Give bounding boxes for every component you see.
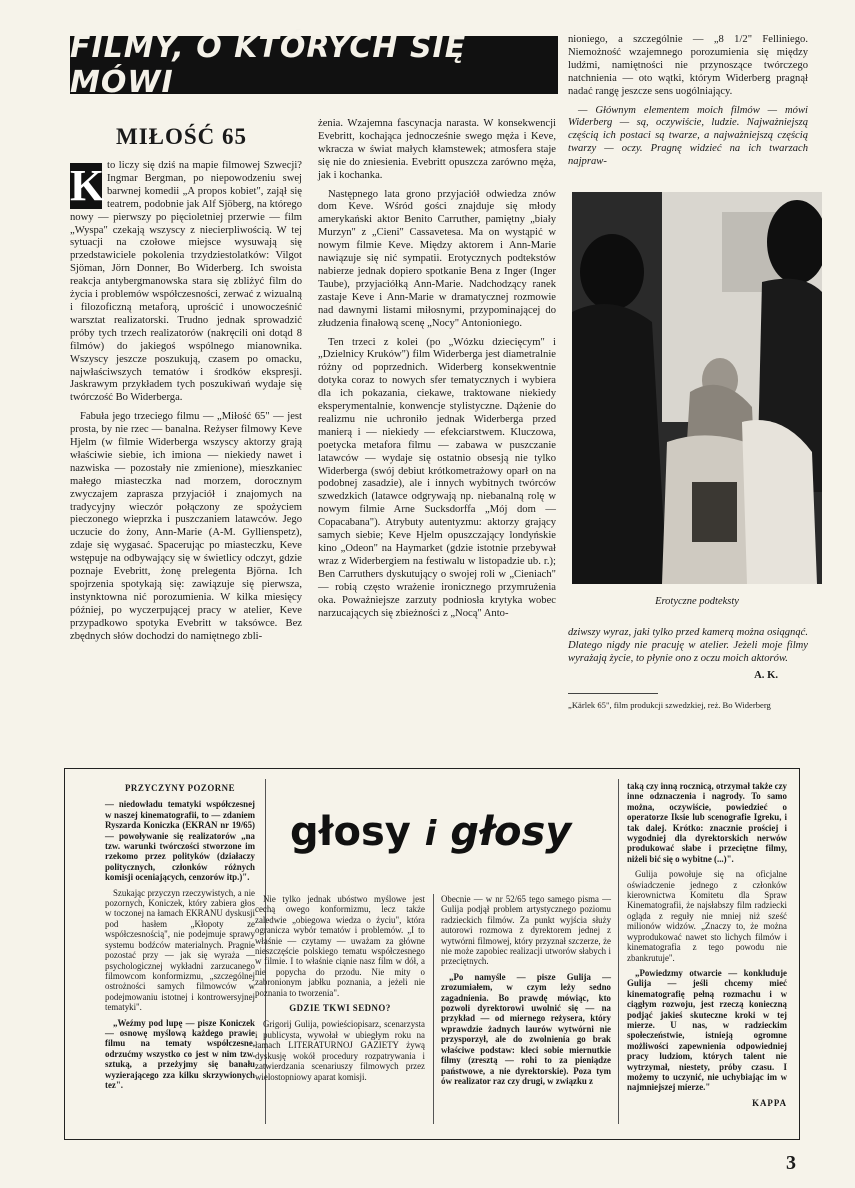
box-column-left [105, 781, 255, 1095]
box-title-word-2: głosy [450, 809, 572, 855]
box-signature: KAPPA [752, 1097, 787, 1108]
credit-divider [568, 693, 658, 694]
box-left-paragraph-3: „Weźmy pod lupę — pisze Koniczek — osnowę myślową każdego prawie filmu na tematy współczesne, odrzućmy wszystko co jest w nim tzw. sztuką, a przeżyjmy się banału wyzierającego zza kilku skrzywionych tez". [105, 1017, 255, 1090]
col3-paragraph-1: nioniego, a szczególnie — „8 1/2" Felliniego. Niemożność wzajemnego porozumienia się między ludźmi, namiętności nie przynoszące twórczego natchnienia — oto wątki, którym Widerberg pragnął nadać rangę jeszcze sens uogólniający. [568, 34, 808, 97]
box-mid1-paragraph-2: Grigorij Gulija, powieściopisarz, scenarzysta i publicysta, wywołał w ubiegłym roku na łamach LITERATURNOJ GAZIETY żywą dyskusję wokół procedury rozpatrywania i zatwierdzania scenariuszy filmowych przez wielostopniowy aparat komisji. [255, 1019, 425, 1082]
col2-paragraph-2: Następnego lata grono przyjaciół odwiedza znów dom Keve. Wśród gości znajduje się młody amerykański aktor Benito Carruther, pamiętny „biały Murzyn" z „Cieni" Cassavetesa. Ma on wystąpić w nowym filmie Keve. Między aktorem i Ann-Marie nawiązuje się nić sympatii. Erotycznych podtekstów nabierze jednak dopiero spotkanie Bena z Inger (Inger Taube), przyjaciółką Ann-Marie. Nadchodzący ranek zastaje Keve i Ann-Marie w dramatycznej rozmowie nad dawnymi listami miłosnymi, przypominającej do złudzenia finałową scenę „Nocy" Antonioniego. [318, 188, 556, 329]
section-banner [70, 30, 558, 100]
box-right-paragraph-2: Gulija powołuje się na oficjalne oświadczenie jednego z członków kierownictwa Komitetu dla Spraw Kinematografii, że najsłabszy film radziecki ogląda z reguły nie mniej niż sześć milionów widzów. „Znaczy to, że można wyprodukować nawet sto lichych filmów i kinematografia z tego powodu nie zbankrutuje". [627, 869, 787, 963]
box-left-paragraph-1: — niedowładu tematyki współczesnej w naszej kinematografii, to — zdaniem Ryszarda Koniczka (EKRAN nr 19/65) — powoływanie się realizatorów „na tzw. warunki twórczości stworzone im rzekomo przez polityków (działaczy politycznych, członków różnych komisji oceniających, cenzorów itp.)". [105, 799, 255, 883]
drop-cap: K [70, 161, 105, 210]
col2-paragraph-1: żenia. Wzajemna fascynacja narasta. W konsekwencji Evebritt, kochająca jednocześnie swego męża i Keve, wkracza w świat małych kłamstewek; atmosfera staje się nie do zniesienia. Evebritt opuszcza zarówno męża, jak i kochanka. [318, 118, 556, 181]
article-column-1 [70, 160, 302, 650]
box-title [290, 809, 600, 855]
box-title-word-1: głosy [290, 809, 411, 855]
director-quote-part-2: dziwszy wyraz, jaki tylko przed kamerą można osiągnąć. Dlatego nigdy nie pracuję w atelier. Jeżeli moje filmy wyrażają życie, to płynie ono z oczu moich aktorów. [568, 627, 808, 664]
film-credit: „Kärlek 65", film produkcji szwedzkiej, reż. Bo Widerberg [568, 699, 771, 710]
box-column-mid-1 [255, 894, 425, 1087]
box-title-conjunction: i [424, 814, 437, 854]
box-mid2-paragraph-2: „Po namyśle — pisze Gulija — zrozumiałem, w czym leży sedno zagadnienia. Bo prawdę mówiąc, kto pozwoli dyrektorowi uwolnić się — na przykład — od miernego reżysera, który wprawdzie żadnych laurów wytwórni nie przysporzył, ale do zwolnienia go brak właściwe podstaw: kleci sobie miernutkie filmy (zresztą — rohi to za pieniądze państwowe, a nie dyrektorskie). Poza tym ów realizator raz czy drugi, w związku z [441, 971, 611, 1086]
box-column-right [627, 781, 787, 1108]
box-mid1-paragraph-1: Nie tylko jednak ubóstwo myślowe jest cechą owego konformizmu, lecz także zaledwie „obiegowa wiedza o życiu", która ogranicza wybór tematów i problemów. „I to właśnie — czytamy — uważam za główne nieszczęście polskiego tematu współczesnego w filmie. I to właśnie ciąnie nasz film w dół, a nie popycha do przodu. Nie mity o zabronionym jabłku poznania, a jeżeli nie poznania to tworzenia". [255, 894, 425, 998]
film-still-illustration [572, 192, 822, 584]
box-left-paragraph-2: Szukając przyczyn rzeczywistych, a nie pozornych, Koniczek, który zabiera głos w toczonej na łamach EKRANU dyskusji pod hasłem „Kłopoty ze współczesnością", nie podejmuje sprawy systemu bodźców materialnych. Pragnie pozostać przy — jak się wyraża — psychologicznej wykładni zarzucanego filmowcom konformizmu, „szczególnej ostrożności samych filmowców w podejmowaniu istotnej i kontrowersyjnej tematyki". [105, 887, 255, 1013]
box-heading-sedno: GDZIE TKWI SEDNO? [289, 1003, 391, 1014]
col1-paragraph-2: Fabuła jego trzeciego filmu — „Miłość 65" — jest prosta, by nie rzec — banalna. Reżyser filmowy Keve Hjelm (w filmie Widerberga wszyscy aktorzy grają właściwie siebie, ich imiona — niekiedy nawet i nazwiska — pozostały nie zmienione), mieszkaniec małego miasteczka nad morzem, dorocznym zwyczajem zaprasza przyjaciół i znajomych na tradycyjny wieczór połączony ze spożyciem pieczonego wieprzka i puszczaniem latawców. Jego uczucie do żony, Ann-Marie (A-M. Gyllienspetz), zdaje się wygasać. Spacerując po miasteczku, Keve wstępuje na odbywający się w świetlicy odczyt, gdzie poznaje Evebritt, żonę prelegenta Björna. Ich spojrzenia spotykają się: zawiązuje się pierwsza, instynktowna nić porozumienia. W kilka miesięcy później, po wyczerpującej pracy w atelier, Keve przypadkowo spotyka Evebritt w taksówce. Bez zbędnych słów dochodzi do namiętnego zbli- [70, 411, 302, 642]
page-number: 3 [786, 1152, 796, 1174]
box-divider-2 [433, 894, 434, 1124]
glosy-i-glosy-box [64, 768, 800, 1140]
article-signature: A. K. [754, 669, 778, 681]
article-column-3-top [568, 34, 808, 175]
box-heading-przyczyny: PRZYCZYNY POZORNE [125, 783, 235, 793]
box-right-paragraph-1: taką czy inną rocznicą, otrzymał także czy inne odznaczenia i nagrody. To samo można, oczywiście, powiedzieć o operatorze Iksie lub scenografie Igreku, i tak dalej. Krótko: znacznie prościej i wygodniej dla dyrektorskich nerwów produkować słabe i przeciętne filmy, niżeli bić się o wybitne (...)". [627, 781, 787, 864]
director-quote-part-1: — Głównym elementem moich filmów — mówi Widerberg — są, oczywiście, ludzie. Najważniejszą częścią ich postaci są twarze, a najważniejszą częścią twarzy — oczy. Pragnę widzieć na ich twarzach najpraw- [568, 104, 808, 168]
box-mid2-paragraph-1: Obecnie — w nr 52/65 tego samego pisma — Gulija podjął problem artystycznego poziomu radzieckich filmów. Za punkt wyjścia służy autorowi rozmowa z dyrektorem jednej z wytwórni filmowej, który przyznał szczerze, że nie może zapobiec realizacji utworów słabych i przeciętnych. [441, 894, 611, 967]
article-column-2 [318, 118, 556, 626]
col2-paragraph-3: Ten trzeci z kolei (po „Wózku dziecięcym" i „Dzielnicy Kruków") film Widerberga jest diametralnie różny od poprzednich. Widerberg konsekwentnie dotyka coraz to nowych sfer tematycznych i wybiera dla ich pokazania, ciekawe, traktowane niekiedy eksperymentalnie, konwencje stylistyczne. Dążenie do realizmu nie uchroniło jednak Widerberga przed manierą i — niekiedy — efekciarstwem. Kluczowa, poetycka metafora filmu — zabawa w puszczanie latawców — wydaje się ostatnio obsesją nie tylko Widerberga (swój debiut krótkometrażowy oparł on na podobnej zasadzie), ale i innych wybitnych twórców szwedzkich (latawce odgrywają np. niebanalną rolę w nowym filmie Arne Sucksdorffa „Mój dom — Copacabana"). Atrybuty autentyzmu: aktorzy grający samych siebie; Keve Hjelm opuszczający londyńskie kino „Odeon" na Haymarket (gdzie istotnie przebywał wraz z Widerbergiem na festiwalu w listopadzie ub. r.); Ben Carruthers dyskutujący o swojej roli w „Cieniach" — robią często wrażenie ironicznego przymrużenia oka. Poważniejsze zarzuty podniosła krytyka wobec narzucających się zbieżności z „Nocą" Anto- [318, 336, 556, 619]
box-right-paragraph-3: „Powiedzmy otwarcie — konkluduje Gulija — jeśli chcemy mieć kinematografię pełną rozmachu i w ciągłym rozwoju, jest rzeczą konieczną podjąć jakieś skuteczne kroki w tej mierze. U nas, w radzieckim społeczeństwie, istnieją ogromne możliwości zapewnienia odpowiedniej pracy ludziom, których talent nie wytrzymał, niestety, próby czasu. I możemy to uczynić, nie uchybiając im w najmniejszej mierze." [627, 967, 787, 1093]
banner-text: FILMY, O KTÓRYCH SIĘ MÓWI [70, 30, 467, 100]
col1-paragraph-1: to liczy się dziś na mapie filmowej Szwecji? Ingmar Bergman, po niepowodzeniu swej barwnej komedii „A propos kobiet", zajął się teatrem, podobnie jak Alf Sjöberg, na którego nowy — pierwszy po pięcioletniej przerwie — film „Wyspa" czekają wszyscy z niecierpliwością. W tej sytuacji na czołowe miejsce wysuwają się przedstawiciele pokolenia trzydziestolatków: Vilgot Sjöman, Jörn Donner, Bo Widerberg. Ich swoista reakcja antybergmanowska stara się zbliżyć film do życia i problemów współczesności, zerwać z wizualną i filozoficzną metaforą, uprościć i unowocześnić warsztat realizatorski. Trudno jednak sprowadzić próby tych trzech realizatorów (nakręcili oni dotąd 8 filmów) do jakiegoś wspólnego mianownika. Wszyscy jeszcze poszukują, czasem po omacku, najwłaściwszych tematów i środków ekspresji. Jaskrawym przykładem tych poszukiwań wydaje się twórczość Bo Widerberga. [70, 160, 302, 404]
film-still-photo [572, 192, 822, 584]
box-column-mid-2 [441, 894, 611, 1091]
photo-caption: Erotyczne podteksty [655, 596, 739, 607]
article-headline: MIŁOŚĆ 65 [116, 124, 248, 149]
article-column-3-bottom [568, 627, 808, 711]
box-divider-3 [618, 779, 619, 1124]
